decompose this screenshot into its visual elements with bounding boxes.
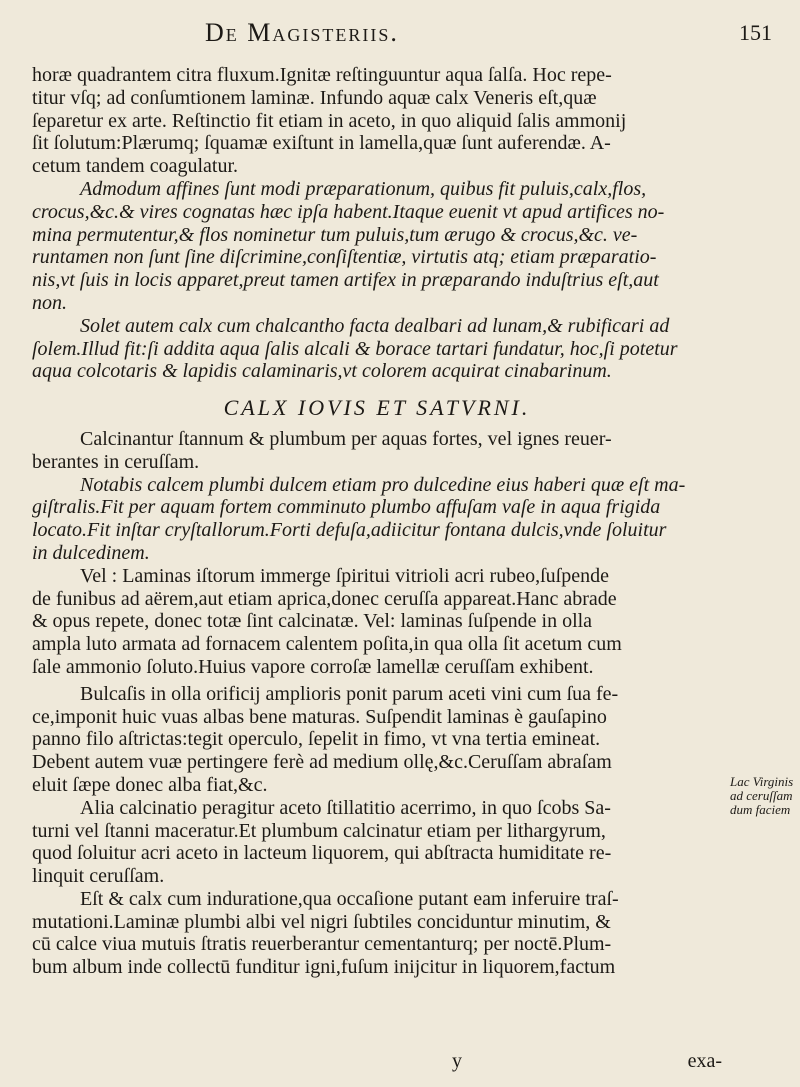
paragraph-1: [32, 64, 722, 178]
text-line: Alia calcinatio peragitur aceto ſtillatitio acerrimo, in quo ſcobs Sa-: [80, 796, 611, 819]
text-line: mutationi.Laminæ plumbi albi vel nigri ſubtiles conciduntur minutim, &: [32, 910, 611, 933]
paragraph-7: [32, 683, 722, 797]
text-line: & opus repete, donec totæ ſint calcinatæ. Vel: laminas ſuſpende in olla: [32, 610, 593, 633]
text-line: Solet autem calx cum chalcantho facta dealbari ad lunam,& rubificari ad: [80, 314, 670, 337]
paragraph-9: [32, 888, 722, 979]
page-header: [0, 14, 800, 54]
text-line: cetum tandem coagulatur.: [32, 155, 239, 178]
text-line: giſtralis.Fit per aquam fortem comminuto plumbo affuſam vaſe in aqua frigida: [32, 496, 661, 519]
text-line: runtamen non ſunt ſine diſcrimine,conſiſtentiæ, virtutis atq; etiam præparatio-: [32, 246, 657, 269]
text-line: horæ quadrantem citra fluxum.Ignitæ reſtinguuntur aqua ſalſa. Hoc repe-: [32, 64, 612, 86]
text-line: ſit ſolutum:Plærumq; ſquamæ exiſtunt in lamella,quæ ſunt auferendæ. A-: [32, 132, 611, 155]
text-line: nis,vt ſuis in locis apparet,preut tamen artifex in præparando induſtrius eſt,aut: [32, 269, 659, 292]
main-text: [32, 64, 722, 979]
text-line: Eſt & calx cum induratione,qua occaſione putant eam inferuire traſ-: [80, 887, 619, 910]
page-footer: [32, 1050, 722, 1074]
text-line: Vel : Laminas iſtorum immerge ſpiritui vitrioli acri rubeo,ſuſpende: [80, 564, 609, 587]
text-line: eluit ſæpe donec alba fiat,&c.: [32, 773, 268, 796]
text-line: Debent autem vuæ pertingere ferè ad medium ollę,&c.Ceruſſam abraſam: [32, 751, 612, 774]
text-line: crocus,&c.& vires cognatas hæc ipſa habent.Itaque euenit vt apud artifices no-: [32, 200, 665, 223]
paragraph-3: [32, 315, 722, 383]
text-line: berantes in ceruſſam.: [32, 450, 200, 473]
text-line: locato.Fit inſtar cryſtallorum.Forti defuſa,adiicitur fontana dulcis,vnde ſoluitur: [32, 519, 667, 542]
signature-mark: y: [452, 1050, 462, 1072]
text-line: bum album inde collectū funditur igni,fuſum inijcitur in liquorem,factum: [32, 956, 616, 979]
text-line: titur vſq; ad conſumtionem laminæ. Infundo aquæ calx Veneris eſt,quæ: [32, 86, 597, 109]
text-line: Calcinantur ſtannum & plumbum per aquas fortes, vel ignes reuer-: [80, 427, 612, 450]
section-heading: CALX IOVIS ET SATVRNI.: [223, 395, 531, 421]
text-line: ce,imponit huic vuas albas bene maturas. Suſpendit laminas è gauſapino: [32, 705, 607, 728]
paragraph-4: [32, 428, 722, 474]
text-line: in dulcedinem.: [32, 541, 150, 564]
paragraph-2: [32, 178, 722, 315]
catchword: exa-: [687, 1050, 722, 1072]
page-number: 151: [739, 20, 772, 45]
text-line: Bulcaſis in olla orificij amplioris ponit parum aceti vini cum ſua fe-: [80, 682, 619, 705]
text-line: cū calce viua mutuis ſtratis reuerberantur cementanturq; per noctē.Plum-: [32, 933, 612, 956]
text-line: Admodum affines ſunt modi præparationum, quibus fit puluis,calx,flos,: [80, 177, 647, 200]
text-line: mina permutentur,& flos nominetur tum puluis,tum ærugo & crocus,&c. ve-: [32, 223, 638, 246]
text-line: Notabis calcem plumbi dulcem etiam pro dulcedine eius haberi quæ eſt ma-: [80, 473, 686, 496]
text-line: ſale ammonio ſoluto.Huius vapore corroſæ lamellæ ceruſſam exhibent.: [32, 655, 594, 678]
text-line: de funibus ad aërem,aut etiam aprica,donec ceruſſa appareat.Hanc abrade: [32, 587, 617, 610]
paragraph-8: [32, 797, 722, 888]
text-line: ſeparetur ex arte. Reſtinctio fit etiam in aceto, in quo aliquid ſalis ammonij: [32, 109, 627, 132]
text-line: turni vel ſtanni maceratur.Et plumbum calcinatur etiam per lithargyrum,: [32, 819, 606, 842]
text-line: non.: [32, 291, 67, 314]
text-line: panno filo aſtrictas:tegit operculo, ſepelit in fimo, vt vna tertia emineat.: [32, 728, 601, 751]
paragraph-5: [32, 474, 722, 565]
text-line: ampla luto armata ad fornacem calentem poſita,in qua olla ſit acetum cum: [32, 633, 622, 656]
running-head: De Magisteriis.: [205, 18, 399, 47]
text-line: aqua colcotaris & lapidis calaminaris,vt colorem acquirat cinabarinum.: [32, 360, 612, 383]
paragraph-6: [32, 565, 722, 679]
text-line: linquit ceruſſam.: [32, 865, 165, 888]
margin-note: Lac Virginis ad ceruſſam dum faciem: [730, 774, 794, 817]
text-line: quod ſoluitur acri aceto in lacteum liquorem, qui abſtracta humiditate re-: [32, 842, 612, 865]
text-line: ſolem.Illud fit:ſi addita aqua ſalis alcali & borace tartari fundatur, hoc,ſi potetur: [32, 337, 678, 360]
